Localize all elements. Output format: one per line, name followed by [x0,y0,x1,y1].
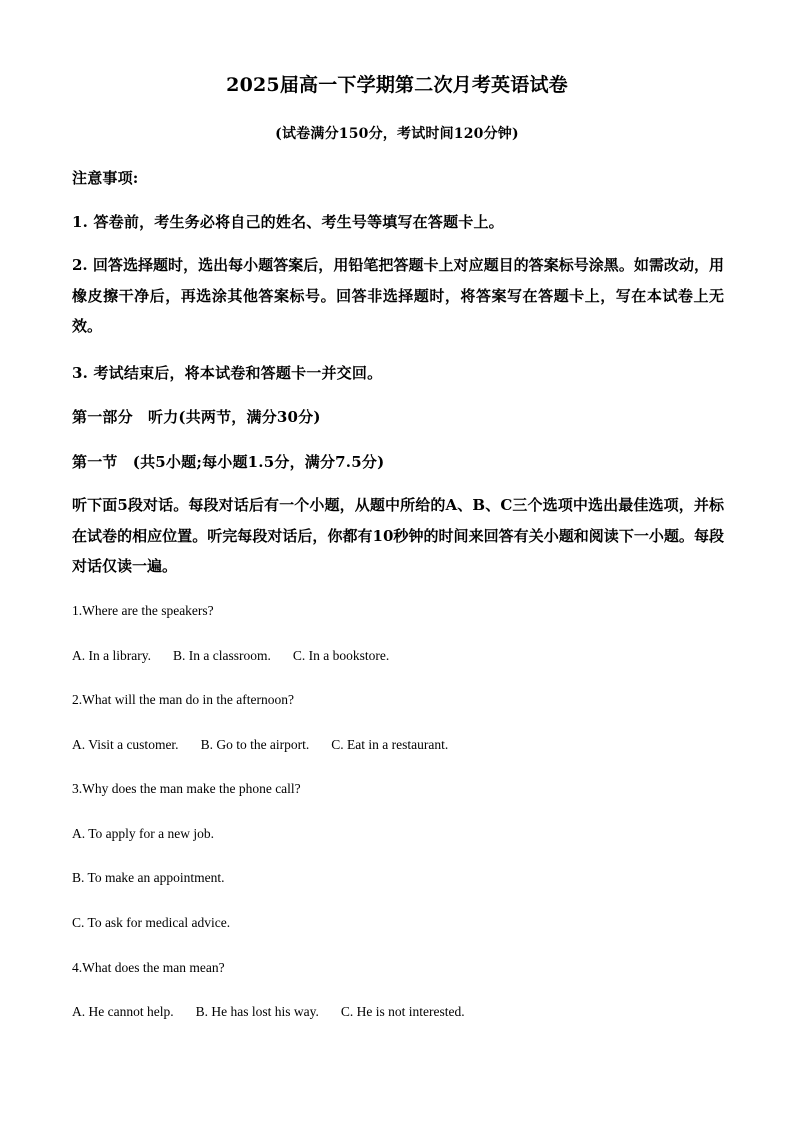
question-3-stem: 3.Why does the man make the phone call? [72,781,301,796]
section1-heading: 第一节 (共5小题;每小题1.5分，满分7.5分) [72,453,385,471]
question-4-options [72,1004,487,1020]
question-3-option-c: C. To ask for medical advice. [72,915,231,930]
question-3-option-b: B. To make an appointment. [72,870,225,885]
option-c: C. In a bookstore. [292,648,390,663]
page-subtitle: (试卷满分150分，考试时间120分钟) [275,126,519,142]
option-b: B. Go to the airport. [200,737,310,752]
option-c: C. He is not interested. [340,1004,465,1019]
question-1-options [72,648,411,664]
question-4-stem: 4.What does the man mean? [72,960,225,975]
option-c: C. Eat in a restaurant. [331,737,449,752]
note-item-3: 3. 考试结束后，将本试卷和答题卡一并交回。 [72,364,383,382]
note-item-2: 2. 回答选择题时，选出每小题答案后，用铅笔把答题卡上对应题目的答案标号涂黑。如需改动，用橡皮擦干净后，再选涂其他答案标号。回答非选择题时，将答案写在答题卡上，写在本试卷上无效。 [72,256,724,335]
page-title: 2025届高一下学期第二次月考英语试卷 [226,74,568,96]
question-2-options [72,737,470,753]
part1-heading: 第一部分 听力(共两节，满分30分) [72,408,321,426]
option-a: A. Visit a customer. [72,737,179,752]
option-a: A. In a library. [72,648,151,663]
listening-instructions: 听下面5段对话。每段对话后有一个小题，从题中所给的A、B、C三个选项中选出最佳选项，并标在试卷的相应位置。听完每段对话后，你都有10秒钟的时间来回答有关小题和阅读下一小题。每段对话仅读一遍。 [72,496,724,575]
question-3-option-a: A. To apply for a new job. [72,826,215,841]
question-2-stem: 2.What will the man do in the afternoon? [72,692,294,707]
notes-heading: 注意事项: [72,169,139,187]
question-1-stem: 1.Where are the speakers? [72,603,214,618]
note-item-1: 1. 答卷前，考生务必将自己的姓名、考生号等填写在答题卡上。 [72,213,504,231]
option-a: A. He cannot help. [72,1004,174,1019]
option-b: B. He has lost his way. [195,1004,319,1019]
option-b: B. In a classroom. [172,648,271,663]
